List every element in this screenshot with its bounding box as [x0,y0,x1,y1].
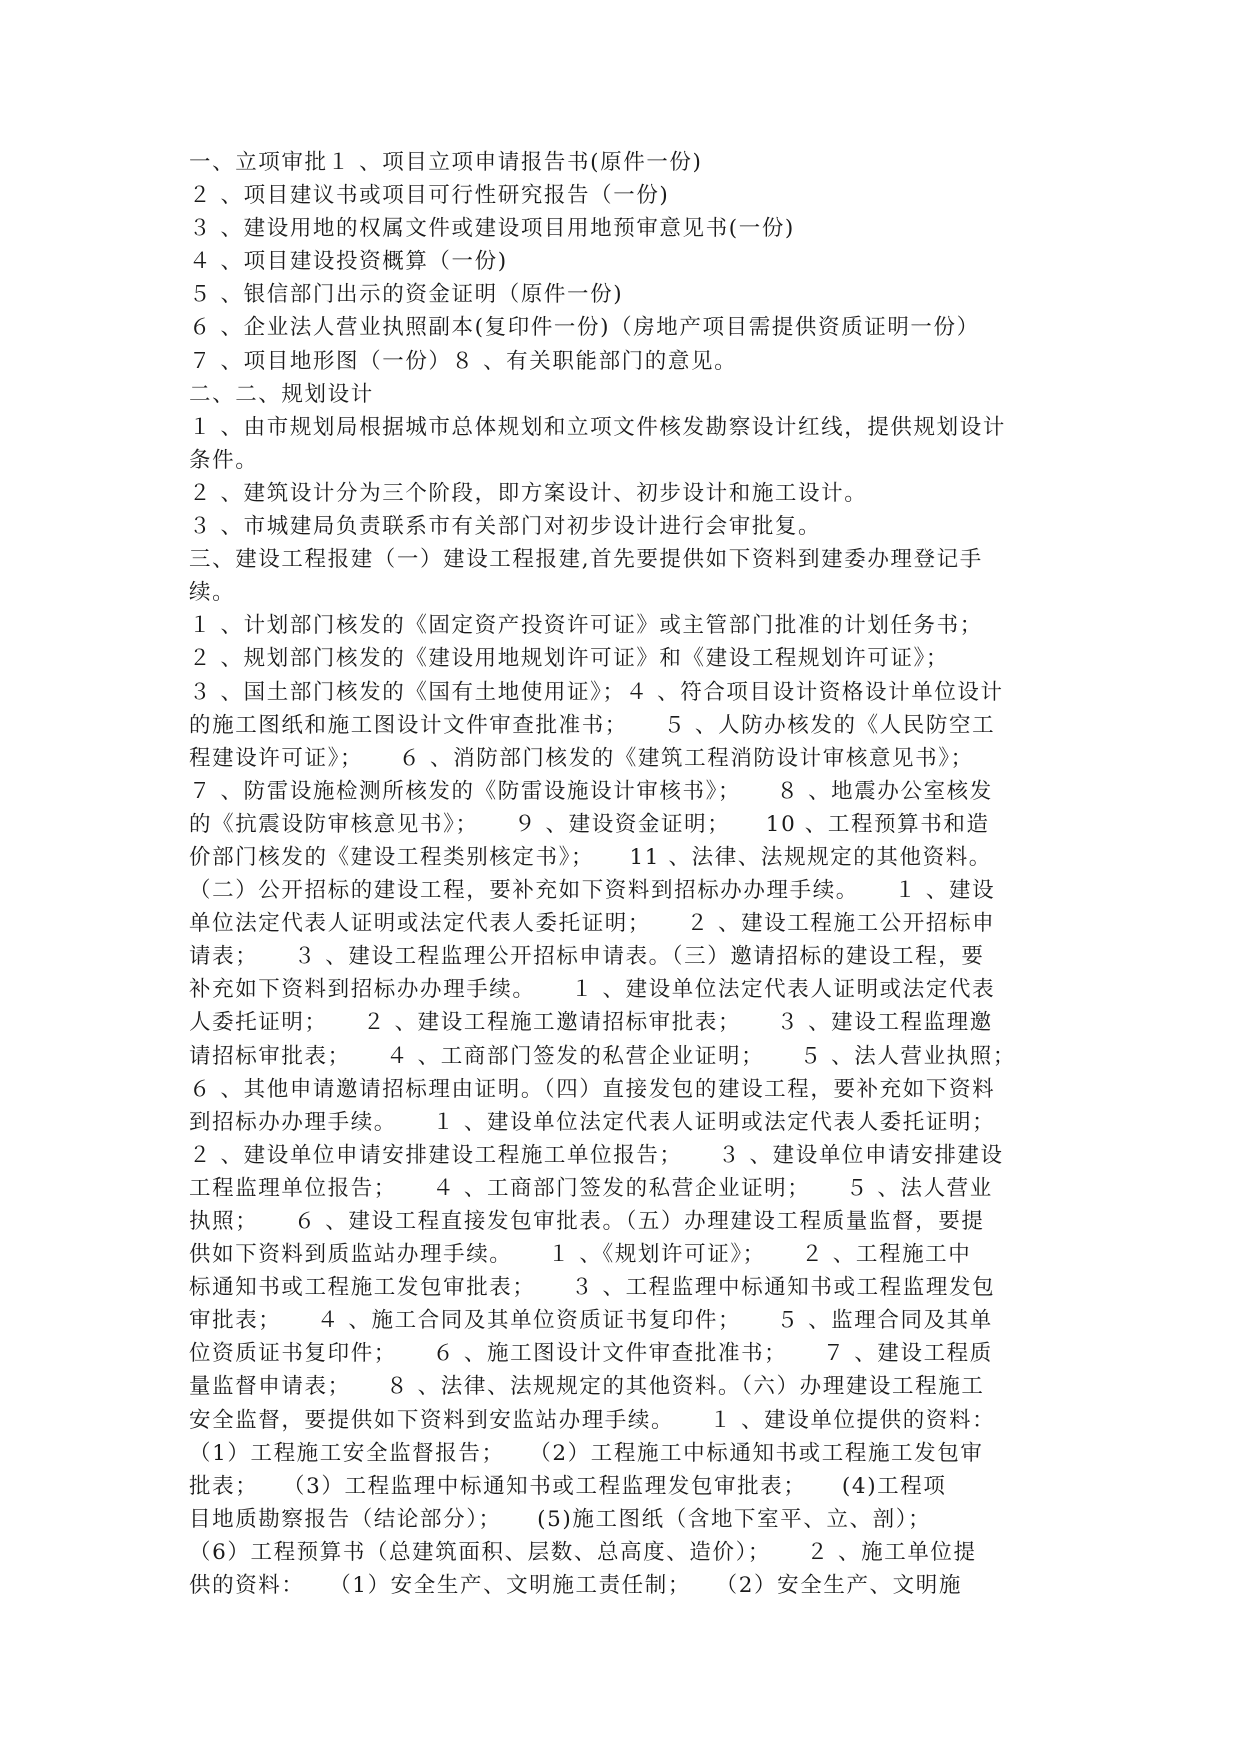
text-line: １ 、由市规划局根据城市总体规划和立项文件核发勘察设计红线，提供规划设计 [189,414,1006,440]
text-line: ５ 、银信部门出示的资金证明（原件一份) [189,282,624,308]
text-line: 目地质勘察报告（结论部分）； (5)施工图纸（含地下室平、立、剖）； [189,1506,932,1532]
text-line: 的《抗震设防审核意见书》； ９ 、建设资金证明； 10 、工程预算书和造 [189,811,990,837]
text-line: 请招标审批表； ４ 、工商部门签发的私营企业证明； ５ 、法人营业执照； [189,1043,1016,1069]
text-line: 工程监理单位报告； ４ 、工商部门签发的私营企业证明； ５ 、法人营业 [189,1175,993,1201]
text-line: 二、二、规划设计 [189,381,374,407]
text-line: （6）工程预算书（总建筑面积、层数、总高度、造价）； ２ 、施工单位提 [189,1539,977,1565]
text-line: 条件。 [189,447,259,473]
text-line: ６ 、其他申请邀请招标理由证明。（四）直接发包的建设工程，要补充如下资料 [189,1076,996,1102]
text-line: 的施工图纸和施工图设计文件审查批准书； ５ 、人防办核发的《人民防空工 [189,712,996,738]
text-line: 标通知书或工程施工发包审批表； ３ 、工程监理中标通知书或工程监理发包 [189,1275,996,1301]
text-line: ４ 、项目建设投资概算（一份) [189,249,508,275]
text-line: 批表； （3）工程监理中标通知书或工程监理发包审批表； (4)工程项 [189,1473,947,1499]
text-line: ７ 、防雷设施检测所核发的《防雷设施设计审核书》； ８ 、地震办公室核发 [189,778,993,804]
text-line: 单位法定代表人证明或法定代表人委托证明； ２ 、建设工程施工公开招标申 [189,911,996,937]
text-line: 审批表； ４ 、施工合同及其单位资质证书复印件； ５ 、监理合同及其单 [189,1308,993,1334]
text-line: 供如下资料到质监站办理手续。 １ 、《规划许可证》； ２ 、工程施工中 [189,1242,972,1268]
text-line: 三、建设工程报建（一）建设工程报建,首先要提供如下资料到建委办理登记手 [189,547,983,573]
text-line: ２ 、建筑设计分为三个阶段，即方案设计、初步设计和施工设计。 [189,480,868,506]
text-line: 补充如下资料到招标办办理手续。 １ 、建设单位法定代表人证明或法定代表 [189,977,996,1003]
text-line: 安全监督，要提供如下资料到安监站办理手续。 １ 、建设单位提供的资料： [189,1407,996,1433]
text-line: （1）工程施工安全监督报告； （2）工程施工中标通知书或工程施工发包审 [189,1440,984,1466]
document-body [189,146,1057,1602]
text-line: 请表； ３ 、建设工程监理公开招标申请表。（三）邀请招标的建设工程，要 [189,944,985,970]
text-line: 量监督申请表； ８ 、法律、法规规定的其他资料。（六）办理建设工程施工 [189,1374,985,1400]
text-line: 执照； ６ 、建设工程直接发包审批表。（五）办理建设工程质量监督，要提 [189,1209,985,1234]
text-line: ３ 、建设用地的权属文件或建设项目用地预审意见书(一份) [189,216,795,242]
text-line: ３ 、市城建局负责联系市有关部门对初步设计进行会审批复。 [189,514,822,540]
text-line: 到招标办办理手续。 １ 、建设单位法定代表人证明或法定代表人委托证明； [189,1109,996,1135]
text-line: ２ 、项目建议书或项目可行性研究报告（一份) [189,183,670,209]
text-line: ７ 、项目地形图（一份）８ 、有关职能部门的意见。 [189,348,738,374]
text-line: １ 、计划部门核发的《固定资产投资许可证》或主管部门批准的计划任务书； [189,613,983,639]
text-line: ２ 、建设单位申请安排建设工程施工单位报告； ３ 、建设单位申请安排建设 [189,1142,1004,1168]
text-line: 一、立项审批１ 、项目立项申请报告书(原件一份) [189,150,703,175]
text-line: ３ 、国土部门核发的《国有土地使用证》；４ 、符合项目设计资格设计单位设计 [189,679,1004,705]
text-line: 程建设许可证》； ６ 、消防部门核发的《建筑工程消防设计审核意见书》； [189,745,974,771]
text-line: （二）公开招标的建设工程，要补充如下资料到招标办办理手续。 １ 、建设 [189,878,996,904]
text-line: ２ 、规划部门核发的《建设用地规划许可证》和《建设工程规划许可证》； [189,646,949,672]
text-line: 续。 [189,580,236,606]
text-line: 人委托证明； ２ 、建设工程施工邀请招标审批表； ３ 、建设工程监理邀 [189,1010,993,1036]
text-line: 位资质证书复印件； ６ 、施工图设计文件审查批准书； ７ 、建设工程质 [189,1341,993,1367]
text-line: 供的资料： （1）安全生产、文明施工责任制； （2）安全生产、文明施 [189,1573,962,1599]
text-line: 价部门核发的《建设工程类别核定书》； 11 、法律、法规规定的其他资料。 [189,844,992,870]
text-line: ６ 、企业法人营业执照副本(复印件一份)（房地产项目需提供资质证明一份） [189,315,980,341]
